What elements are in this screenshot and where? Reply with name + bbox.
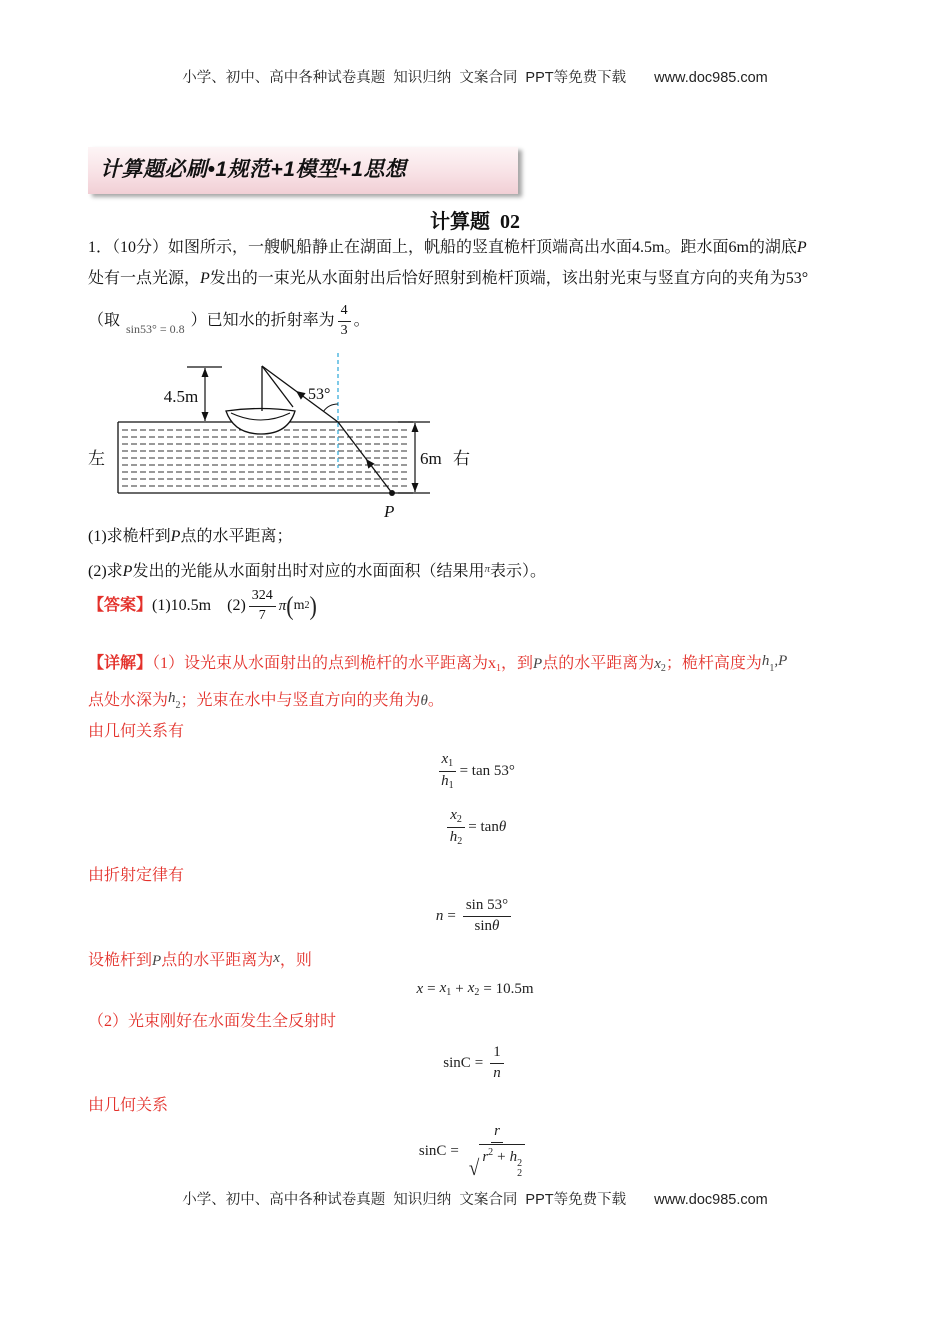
answer-part-1: (1)10.5m	[152, 597, 212, 614]
answer-fraction	[249, 588, 276, 623]
refractive-index-fraction	[338, 303, 351, 338]
formula-rhs: = tan 53°	[459, 762, 515, 779]
fraction-numerator: 1	[490, 1044, 504, 1063]
problem-line-2	[88, 268, 808, 290]
plus-sign: +	[455, 980, 464, 997]
detail-line-2-a: 点处水深为	[88, 692, 169, 709]
question-2-c: 表示）。	[489, 563, 546, 580]
var-x: x	[416, 980, 424, 997]
answer-right-paren: )	[309, 590, 317, 621]
light-source-label: P	[384, 502, 395, 521]
ray-arrow-icon	[296, 391, 306, 400]
detail-line-3-c: ，则	[279, 952, 312, 969]
detail-line-1-c: 点的水平距离为	[542, 655, 655, 672]
fraction-denominator	[447, 828, 466, 848]
radical-sign: √	[468, 1155, 480, 1180]
problem-line-1-text: 1．（10分）如图所示，一艘帆船静止在湖面上，帆船的竖直桅杆顶端高出水面4.5m。距水面6m的湖底	[88, 239, 797, 256]
var-h: h	[449, 828, 458, 845]
formula-total-distance	[0, 977, 950, 1001]
formula-refraction-law	[0, 895, 950, 937]
detail-line-1	[88, 650, 787, 680]
question-2-b: 发出的光能从水面射出时对应的水面面积（结果用	[132, 563, 485, 580]
page-footer	[0, 1189, 950, 1211]
fraction-numerator: r	[491, 1123, 503, 1142]
detail-line-2-c: 。	[427, 692, 444, 709]
var-theta: θ	[498, 818, 507, 835]
equals-sign: =	[450, 1142, 459, 1159]
var-h1: h	[761, 653, 770, 669]
detail-line-1-a: （1）设光束从水面射出的点到桅杆的水平距离为	[152, 655, 489, 672]
fraction-numerator: sin 53°	[463, 897, 511, 916]
var-x: x	[441, 751, 449, 767]
given-open: （取	[88, 312, 121, 329]
fraction	[466, 1123, 528, 1179]
formula-critical-angle	[0, 1042, 950, 1084]
problem-line-1	[88, 237, 807, 259]
var-h1-sub: 1	[769, 663, 775, 674]
point-p: P	[796, 239, 807, 256]
point-p: P	[122, 563, 133, 580]
line-end: 。	[353, 312, 370, 329]
problem-line-3	[88, 299, 370, 343]
answer-label: 【答案】	[88, 597, 153, 614]
boat-sail	[262, 366, 293, 407]
answer-unit-exponent: 2	[304, 600, 310, 611]
fraction	[438, 751, 457, 791]
var-x1-sub: 1	[496, 663, 502, 674]
exponent: 2	[488, 1146, 494, 1158]
fraction-denominator	[438, 772, 457, 792]
formula-x2-over-h2	[0, 807, 950, 847]
geometry-relation-heading-2: 由几何关系	[88, 1097, 169, 1114]
var-x: x	[467, 980, 475, 996]
detail-line-1-b: ，到	[501, 655, 534, 672]
arrowhead-icon	[202, 368, 209, 377]
right-side-label: 右	[453, 449, 470, 468]
fraction	[490, 1044, 504, 1082]
given-sine-value: sin53° = 0.8	[126, 322, 185, 336]
fraction	[447, 807, 466, 847]
detail-line-3	[88, 947, 312, 972]
page-title: 计算题 02	[430, 211, 520, 233]
var-c: C	[436, 1142, 447, 1159]
var-x: x	[439, 980, 447, 996]
fraction	[463, 897, 511, 935]
formula-rhs: = tan	[468, 818, 499, 835]
var-h2: h	[168, 690, 176, 706]
arrowhead-icon	[202, 412, 209, 421]
fraction-numerator	[447, 807, 465, 828]
problem-line-2-b: 发出的一束光从水面射出后恰好照射到桅杆顶端，该出射光束与竖直方向的夹角为53°	[209, 270, 809, 287]
fraction-denominator	[466, 1143, 528, 1179]
mast-height-label: 4.5m	[163, 387, 199, 406]
fraction-denominator: n	[493, 1064, 501, 1081]
geometry-relation-heading: 由几何关系有	[88, 723, 185, 740]
subscript: 2	[517, 1167, 523, 1179]
depth-label: 6m	[420, 449, 442, 468]
detail-line-3-b: 点的水平距离为	[161, 952, 274, 969]
part-2-heading: （2）光束刚好在水面发生全反射时	[88, 1013, 337, 1030]
var-theta: θ	[492, 917, 500, 934]
footer-text: 小学、初中、高中各种试卷真题 知识归纳 文案合同 PPT等免费下载	[182, 1192, 627, 1208]
var-x2: x	[654, 656, 661, 672]
ray-arrow-icon	[366, 459, 375, 469]
sup-sub-stack	[517, 1159, 522, 1179]
arrowhead-icon	[412, 483, 419, 492]
banner-text: 计算题必刷•1规范+1模型+1思想	[100, 158, 407, 181]
refraction-law-heading: 由折射定律有	[88, 867, 185, 884]
fraction-denominator	[472, 917, 503, 935]
var-h: h	[509, 1148, 518, 1165]
sin-function: sin	[443, 1054, 461, 1071]
answer-pi: π	[278, 598, 287, 614]
question-1-b: 点的水平距离；	[180, 528, 293, 545]
point-p: P	[533, 656, 543, 672]
var-x1: x	[488, 655, 497, 672]
term-x2	[468, 980, 480, 998]
answer-left-paren: (	[286, 590, 294, 621]
var-theta: θ	[420, 693, 428, 709]
pi-symbol: π	[484, 563, 490, 575]
light-source-point	[389, 490, 395, 496]
problem-line-2-a: 处有一点光源，	[88, 270, 201, 287]
subscript: 1	[446, 987, 452, 998]
question-2	[88, 558, 546, 583]
header-url: www.doc985.com	[654, 70, 768, 86]
subscript: 2	[456, 814, 462, 825]
answer-unit: m	[293, 598, 305, 613]
var-r: r	[482, 1148, 489, 1165]
given-close: ）已知水的折射率为	[190, 312, 335, 329]
sailboat-refraction-figure	[80, 345, 480, 525]
fraction-numerator	[439, 751, 457, 772]
radicand	[479, 1144, 525, 1179]
footer-url: www.doc985.com	[654, 1192, 768, 1208]
detail-line-1-d: ；桅杆高度为	[665, 655, 762, 672]
subscript: 1	[448, 779, 454, 791]
formula-result: = 10.5m	[483, 980, 534, 997]
exponent: 2	[517, 1157, 523, 1169]
detail-line-2	[88, 687, 444, 717]
subscript: 2	[457, 835, 463, 847]
point-p: P	[200, 270, 210, 287]
page-header	[0, 67, 950, 89]
comma: ,	[774, 653, 779, 669]
water-hatching	[122, 430, 410, 486]
var-x: x	[450, 807, 457, 823]
question-1	[88, 526, 292, 548]
left-side-label: 左	[88, 449, 105, 468]
equals-sign: =	[447, 907, 456, 924]
point-p: P	[778, 653, 788, 669]
answer-part-2-label: (2)	[227, 597, 246, 614]
formula-critical-angle-geometry	[0, 1123, 950, 1180]
subscript: 2	[474, 987, 480, 998]
angle-label: 53°	[308, 386, 331, 403]
point-p: P	[170, 528, 181, 545]
detail-line-3-a: 设桅杆到	[88, 952, 153, 969]
formula-x1-over-h1	[0, 751, 950, 791]
var-h2-sub: 2	[175, 700, 181, 711]
answer-line	[88, 587, 317, 625]
fraction-numerator: 4	[338, 303, 351, 321]
fraction-denominator: 3	[340, 322, 348, 338]
answer-denominator: 7	[258, 607, 266, 623]
arrowhead-icon	[412, 423, 419, 432]
var-x: x	[273, 950, 280, 966]
equals-sign: =	[474, 1054, 484, 1071]
point-p: P	[152, 953, 162, 969]
question-2-a: (2)求	[88, 563, 123, 580]
section-banner	[88, 147, 518, 194]
square-root	[469, 1144, 525, 1179]
header-text: 小学、初中、高中各种试卷真题 知识归纳 文案合同 PPT等免费下载	[182, 70, 627, 86]
angle-arc	[324, 404, 339, 411]
detail-line-2-b: ；光束在水中与竖直方向的夹角为	[180, 692, 421, 709]
sin-function: sin	[418, 1142, 437, 1159]
var-n: n	[435, 907, 444, 924]
var-x2-sub: 2	[660, 663, 666, 674]
term-x1	[440, 980, 452, 998]
equals-sign: =	[427, 980, 436, 997]
question-1-a: (1)求桅杆到	[88, 528, 171, 545]
var-h: h	[441, 772, 449, 789]
detail-label: 【详解】	[88, 655, 153, 672]
subscript: 1	[448, 758, 454, 769]
plus-sign: +	[497, 1148, 506, 1165]
var-c: C	[460, 1054, 471, 1071]
answer-numerator: 324	[249, 588, 276, 606]
sin-function: sin	[474, 917, 493, 934]
